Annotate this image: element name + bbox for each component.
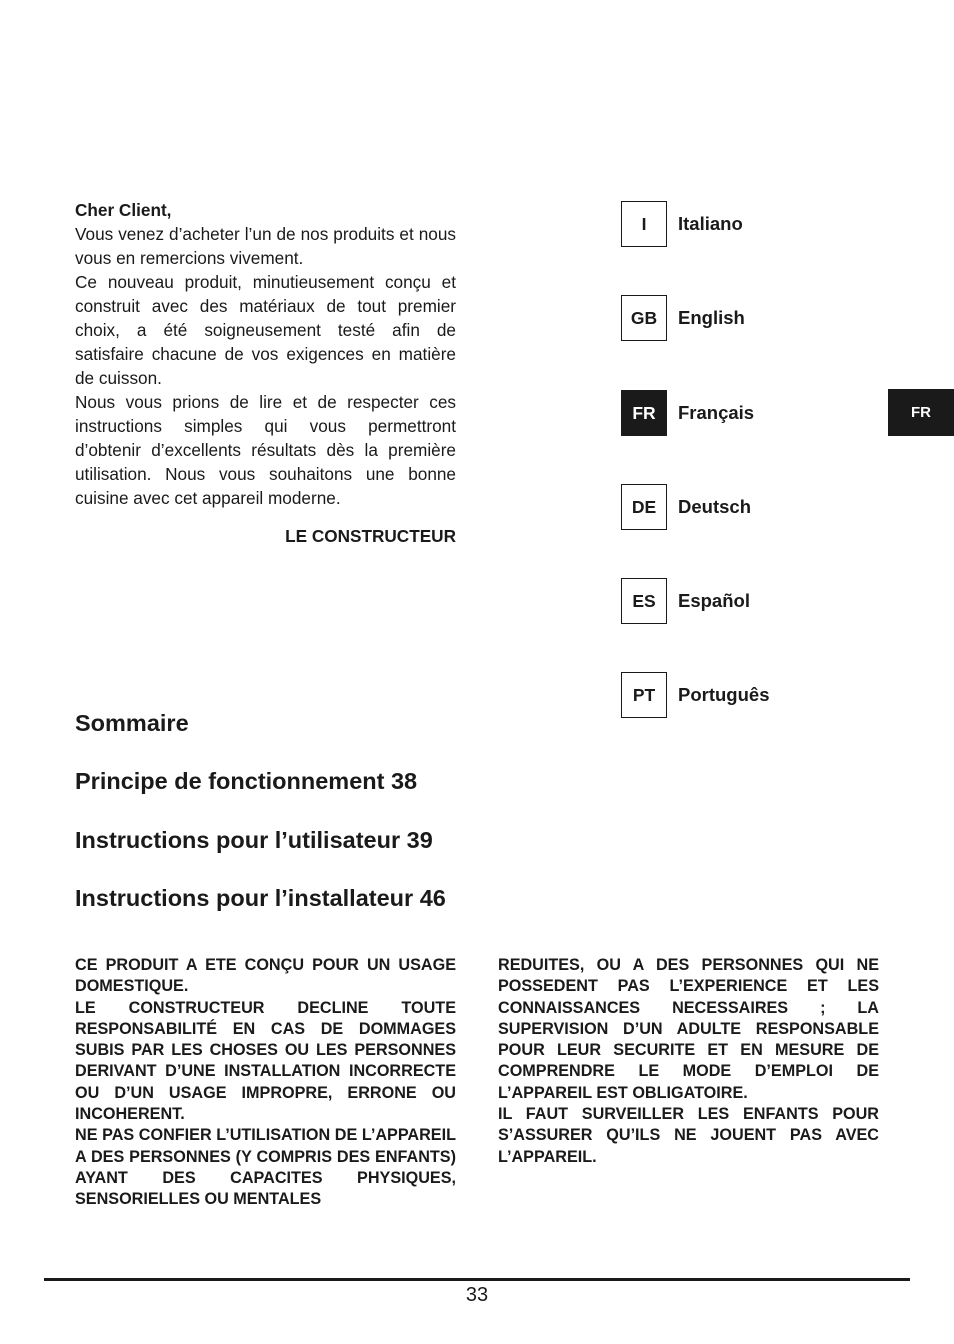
language-item-deutsch[interactable]: [621, 483, 921, 531]
language-item-espanol[interactable]: [621, 577, 921, 625]
warning-paragraph: REDUITES, OU A DES PERSONNES QUI NE POSSEDENT PAS L’EXPERIENCE ET LES CONNAISSANCES NECESSAIRES ; LA SUPERVISION D’UN ADULTE RESPONSABLE POUR LEUR SECURITE ET EN MESURE DE COMPRENDRE LE MODE D’EMPLOI DE L’APPAREIL EST OBLIGATOIRE.: [498, 956, 879, 1102]
letter-signature: LE CONSTRUCTEUR: [285, 526, 456, 546]
toc-entry[interactable]: Principe de fonctionnement 38: [75, 768, 418, 794]
warning-paragraph: LE CONSTRUCTEUR DECLINE TOUTE RESPONSABILITÉ EN CAS DE DOMMAGES SUBIS PAR LES CHOSES OU LES PERSONNES DERIVANT D’UNE INSTALLATION INCORRECTE OU D’UN USAGE IMPROPRE, ERRONE OU INCOHERENT.: [75, 998, 456, 1124]
language-side-tab: FR: [888, 389, 954, 436]
warning-paragraph: CE PRODUIT A ETE CONÇU POUR UN USAGE DOMESTIQUE.: [75, 956, 456, 996]
language-code: DE: [621, 484, 667, 530]
letter-paragraph: Vous venez d’acheter l’un de nos produits et nous vous en remercions vivement.: [75, 224, 456, 268]
language-code: GB: [621, 295, 667, 341]
language-code: ES: [621, 578, 667, 624]
language-code-active: FR: [621, 390, 667, 436]
language-item-portugues[interactable]: [621, 671, 921, 719]
toc-entry[interactable]: Instructions pour l’installateur 46: [75, 885, 446, 911]
language-name: Português: [678, 684, 770, 705]
language-item-italiano[interactable]: [621, 200, 921, 248]
customer-letter: [75, 198, 456, 548]
safety-warning-right: [498, 955, 879, 1168]
letter-paragraph: Nous vous prions de lire et de respecter ces instructions simples qui vous permettront d’obtenir d’excellents résultats dès la première utilisation. Nous vous souhaitons une bonne cuisine avec cet appareil moderne.: [75, 392, 456, 508]
language-item-english[interactable]: [621, 294, 921, 342]
footer-divider: [44, 1278, 910, 1281]
language-name: Français: [678, 402, 755, 423]
warning-paragraph: IL FAUT SURVEILLER LES ENFANTS POUR S’ASSURER QU’ILS NE JOUENT PAS AVEC L’APPAREIL.: [498, 1105, 879, 1166]
language-name: Italiano: [678, 213, 743, 234]
letter-greeting: Cher Client,: [75, 200, 172, 220]
page-number: 33: [465, 1284, 489, 1306]
toc-title: Sommaire: [75, 710, 189, 736]
letter-paragraph: Ce nouveau produit, minutieusement conçu et construit avec des matériaux de tout premier choix, a été soigneusement testé afin de satisfaire chacune de vos exigences en matière de cuisson.: [75, 272, 456, 388]
language-name: English: [678, 307, 745, 328]
language-name: Español: [678, 590, 750, 611]
warning-paragraph: NE PAS CONFIER L’UTILISATION DE L’APPAREIL A DES PERSONNES (Y COMPRIS DES ENFANTS) AYANT DES CAPACITES PHYSIQUES, SENSORIELLES OU MENTALES: [75, 1126, 456, 1209]
language-code: PT: [621, 672, 667, 718]
safety-warning-left: [75, 955, 456, 1211]
toc-entry[interactable]: Instructions pour l’utilisateur 39: [75, 827, 433, 853]
language-name: Deutsch: [678, 496, 751, 517]
language-code: I: [621, 201, 667, 247]
language-item-francais[interactable]: [621, 389, 921, 437]
